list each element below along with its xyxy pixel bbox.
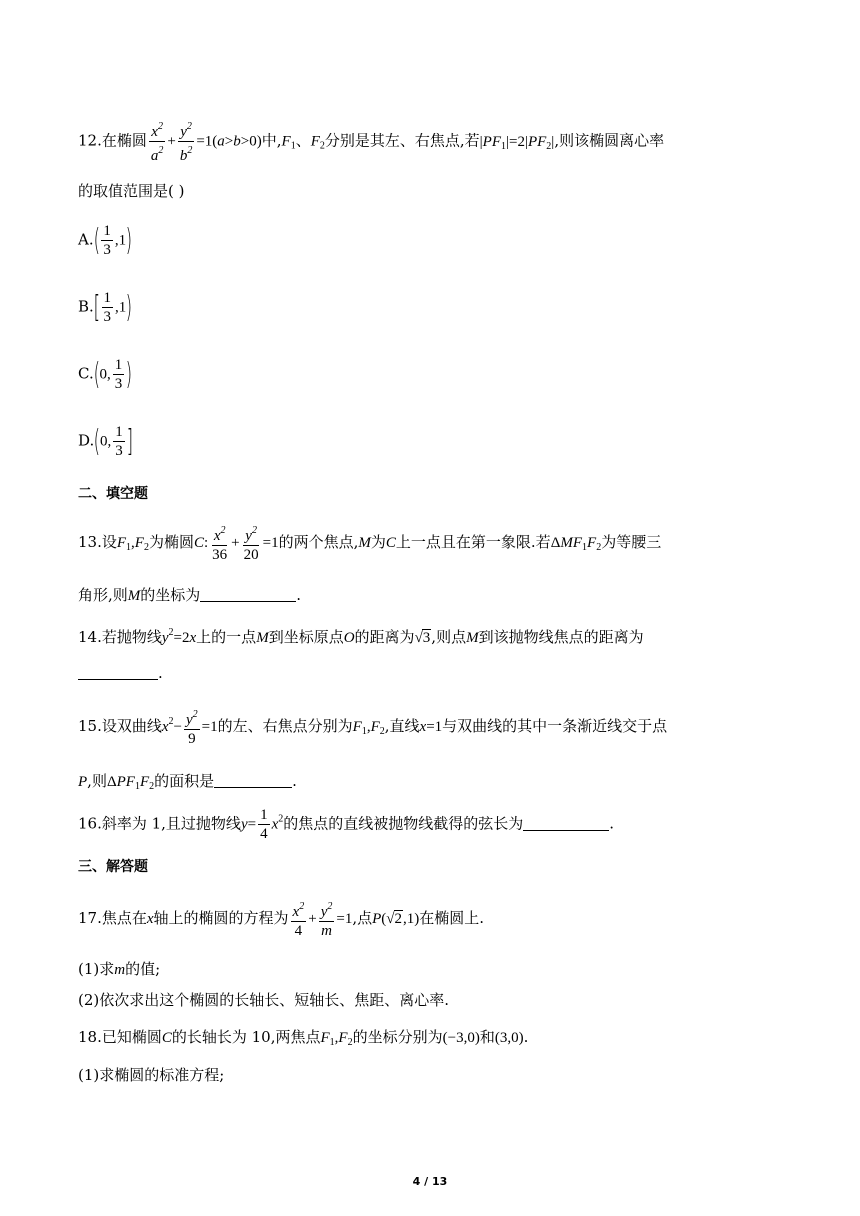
right-bracket: ) xyxy=(125,290,133,325)
answer-blank[interactable] xyxy=(78,665,158,680)
left-bracket: ( xyxy=(93,223,100,258)
left-bracket: [ xyxy=(93,290,100,325)
answer-blank[interactable] xyxy=(200,587,296,602)
section-heading-solutions: 三、解答题 xyxy=(78,859,148,875)
section-heading-fill-in: 二、填空题 xyxy=(78,486,148,502)
option-d[interactable]: D.(0, $\frac{1}{3}$ ] xyxy=(78,424,133,459)
option-b[interactable]: B.[ $\frac{1}{3}$ ,1) xyxy=(78,290,133,325)
left-bracket: ( xyxy=(93,357,100,392)
question-16: 16.斜率为 1,且过抛物线y= $\frac{1}{4}$ $x^2$的焦点的直线被抛物线截得的弦长为 . xyxy=(78,807,615,842)
answer-blank[interactable] xyxy=(523,816,609,831)
right-bracket: ] xyxy=(126,424,133,459)
question-17-part-1: (1)求m的值; xyxy=(78,960,161,978)
option-a[interactable]: A.( $\frac{1}{3}$ ,1) xyxy=(78,223,133,258)
q12-prefix: 12.在椭圆 xyxy=(78,131,147,150)
question-15-line-2: P,则$\Delta PF_1F_2$的面积是 . xyxy=(78,772,297,792)
question-18-line-1: 18.已知椭圆C的长轴长为 10,两焦点$F_1,F_2$的坐标分别为(−3,0)和(3,0). xyxy=(78,1028,529,1048)
question-12-line-1: 12.在椭圆 $\frac{x^2}{a^2}$ + $\frac{y^2}{b^2}$ =1(a>b>0)中$,F_1$、$F_2$分别是其左、右焦点,若$|PF_1|=2|PF_2|$,则该椭圆离心率 xyxy=(78,118,664,165)
question-18-part-1: (1)求椭圆的标准方程; xyxy=(78,1066,225,1084)
right-bracket: ) xyxy=(125,223,133,258)
page-number: 4 / 13 xyxy=(412,1175,448,1188)
right-bracket: ) xyxy=(125,357,133,392)
question-14-line-1: 14.若抛物线$y^2=2x$上的一点M到坐标原点O的距离为√3,则点M到该抛物线焦点的距离为 xyxy=(78,627,644,646)
answer-blank[interactable] xyxy=(214,773,292,788)
option-label: D. xyxy=(78,431,95,450)
option-c[interactable]: C.(0, $\frac{1}{3}$ ) xyxy=(78,357,133,392)
question-17-part-2: (2)依次求出这个椭圆的长轴长、短轴长、焦距、离心率. xyxy=(78,991,450,1009)
question-17-line-1: 17.焦点在x轴上的椭圆的方程为 $\frac{x^2}{4}$ + $\frac{y^2}{m}$ =1,点P(√2,1)在椭圆上. xyxy=(78,898,484,940)
question-15-line-1: 15.设双曲线$x^2-$ $\frac{y^2}{9}$ =1的左、右焦点分别为$F_1,F_2$,直线x=1与双曲线的其中一条渐近线交于点 xyxy=(78,706,667,748)
question-14-line-2: . xyxy=(78,664,163,682)
question-13-line-2: 角形,则M的坐标为 . xyxy=(78,586,302,604)
option-label: B. xyxy=(78,297,94,316)
option-label: C. xyxy=(78,364,94,383)
left-bracket: ( xyxy=(93,424,101,459)
question-12-line-2: 的取值范围是( ) xyxy=(78,182,185,200)
option-label: A. xyxy=(78,230,94,249)
question-13-line-1: 13.设$F_1,F_2$为椭圆C: $\frac{x^2}{36}$ + $\frac{y^2}{20}$ =1的两个焦点,M为C上一点且在第一象限.若$\Delta MF_1F_2$为等腰三 xyxy=(78,522,661,564)
